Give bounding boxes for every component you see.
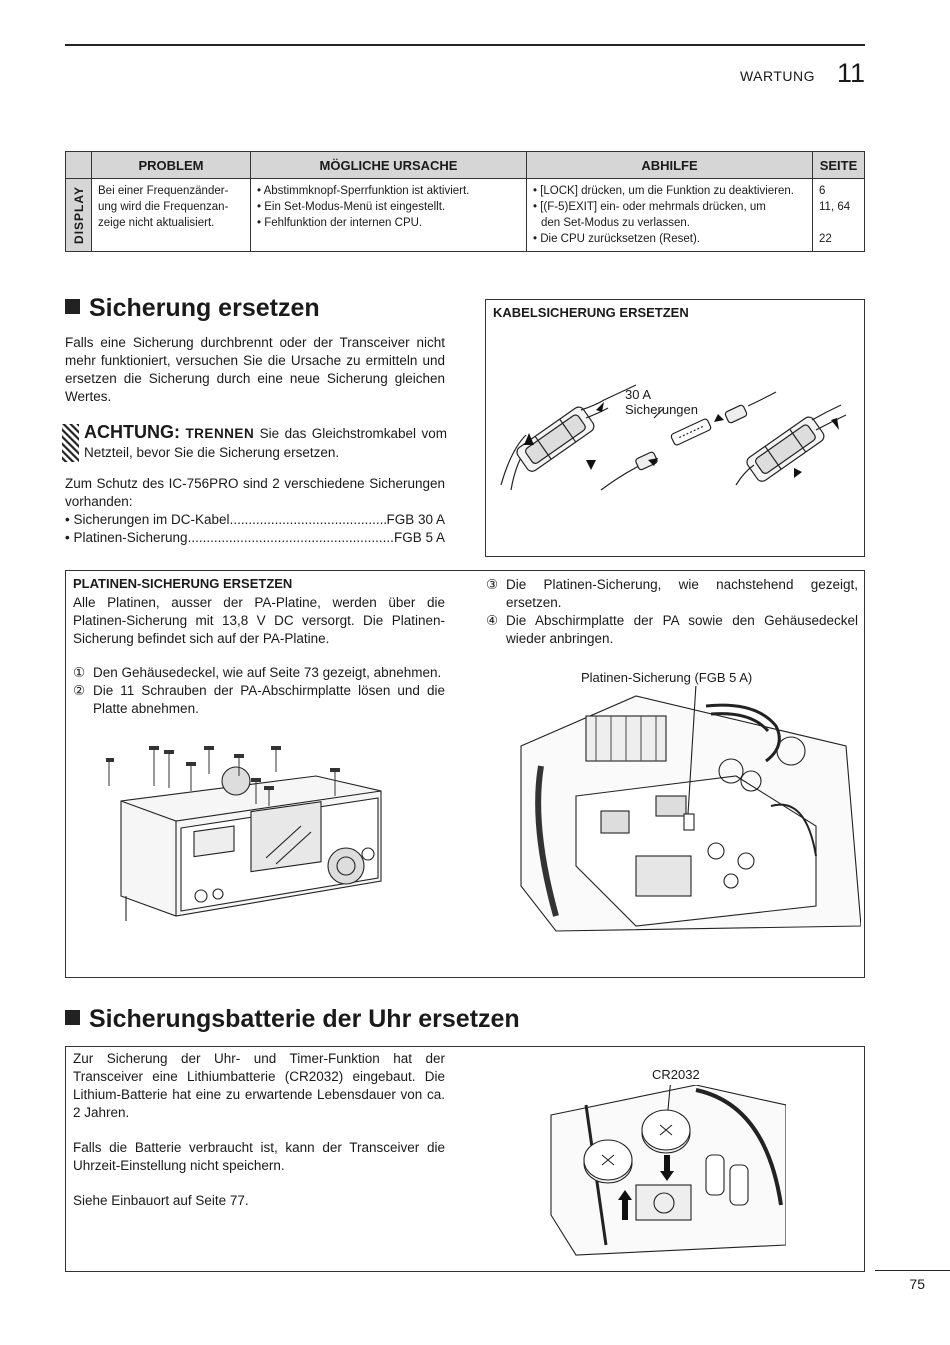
problem-line: Bei einer Frequenzänder- <box>98 185 229 197</box>
battery-section-title-text: Sicherungsbatterie der Uhr ersetzen <box>89 1005 520 1033</box>
column-header-cause: MÖGLICHE URSACHE <box>251 152 527 179</box>
table-row <box>66 179 865 252</box>
board-fuse-box-title: PLATINEN-SICHERUNG ERSETZEN <box>73 576 293 591</box>
fuse-list-value: FGB 5 A <box>393 530 445 545</box>
step-number: ① <box>73 665 86 680</box>
steps-right <box>486 576 858 648</box>
caution-text: Sie das Gleichstromkabel vom Netzteil, bevor Sie die Sicherung ersetzen. <box>84 426 447 460</box>
page-ref: 6 <box>819 185 826 197</box>
battery-callout: CR2032 <box>652 1067 700 1082</box>
list-item <box>73 664 445 682</box>
board-fuse-intro: Alle Platinen, ausser der PA-Platine, werden über die Platinen-Sicherung mit 13,8 V DC versorgt. Die Platinen-Sicherung befindet sich auf der PA-Platine. <box>73 595 445 646</box>
section-bullet-icon <box>65 1010 80 1025</box>
footer-rule <box>875 1270 950 1271</box>
table-corner <box>66 152 92 179</box>
step-text: Die 11 Schrauben der PA-Abschirmplatte lösen und die Platte abnehmen. <box>93 683 445 716</box>
steps-left <box>73 664 445 718</box>
transceiver-illustration <box>106 746 426 936</box>
protection-text: Zum Schutz des IC-756PRO sind 2 verschiedene Sicherungen vorhanden: <box>65 476 445 509</box>
step-text: Die Abschirmplatte der PA sowie den Gehäusedeckel wieder anbringen. <box>506 613 858 646</box>
fuse-list-value: FGB 30 A <box>386 512 445 527</box>
page-ref: 11, 64 <box>819 201 851 213</box>
list-item <box>73 682 445 718</box>
cause-line: • Fehlfunktion der internen CPU. <box>257 217 423 229</box>
remedy-line: • Die CPU zurücksetzen (Reset). <box>533 233 700 245</box>
page-ref <box>819 215 858 231</box>
section-bullet-icon <box>65 299 80 314</box>
fuse-list-label: • Platinen-Sicherung <box>65 530 188 545</box>
problem-cell <box>92 179 251 252</box>
step-number: ③ <box>486 577 499 592</box>
step-text: Die Platinen-Sicherung, wie nachstehend gezeigt, ersetzen. <box>506 577 858 610</box>
fuse-list-label: • Sicherungen im DC-Kabel <box>65 512 230 527</box>
troubleshooting-table <box>65 151 865 252</box>
column-header-remedy: ABHILFE <box>527 152 813 179</box>
battery-para-1: Zur Sicherung der Uhr- und Timer-Funktion hat der Transceiver eine Lithiumbatterie (CR2032) eingebaut. Die Lithium-Batterie hat eine zu erwartende Lebensdauer von ca. 2 Jahren. <box>73 1051 445 1120</box>
step-number: ② <box>73 683 86 698</box>
right-fuse-holder <box>745 415 827 484</box>
battery-para-3: Siehe Einbauort auf Seite 77. <box>73 1193 249 1208</box>
caution-note <box>62 423 447 462</box>
list-item <box>486 612 858 648</box>
battery-box <box>65 1046 865 1272</box>
caution-hatch-icon <box>62 424 79 462</box>
problem-line: ung wird die Frequenzan- <box>98 201 229 213</box>
cause-line: • Ein Set-Modus-Menü ist eingestellt. <box>257 201 446 213</box>
step-number: ④ <box>486 613 499 628</box>
list-item <box>65 511 445 529</box>
header-rule <box>65 44 865 46</box>
category-cell <box>66 179 92 252</box>
caution-label: ACHTUNG: <box>84 422 180 442</box>
cause-line: • Abstimmknopf-Sperrfunktion ist aktiviert. <box>257 185 470 197</box>
cable-fuse-box <box>485 299 865 557</box>
remedy-line: • [(F-5)EXIT] ein- oder mehrmals drücken, um <box>533 201 766 213</box>
pa-board-illustration <box>516 686 861 936</box>
list-item <box>486 576 858 612</box>
chapter-number: 11 <box>836 58 865 88</box>
remedy-line: den Set-Modus zu verlassen. <box>541 217 690 229</box>
cable-fuse-box-title: KABELSICHERUNG ERSETZEN <box>493 305 689 320</box>
fuse-cartridge <box>670 418 711 446</box>
battery-para-2: Falls die Batterie verbraucht ist, kann der Transceiver die Uhrzeit-Einstellung nicht speichern. <box>73 1140 445 1173</box>
caution-keyword: TRENNEN <box>185 426 255 441</box>
battery-section-title <box>65 1005 520 1034</box>
section-label: WARTUNG <box>739 68 815 84</box>
fuse-section-title <box>65 294 320 323</box>
cable-fuse-illustration <box>486 300 864 556</box>
column-header-problem: PROBLEM <box>92 152 251 179</box>
page-number: 75 <box>909 1276 925 1292</box>
board-fuse-caption: Platinen-Sicherung (FGB 5 A) <box>581 670 753 685</box>
problem-line: zeige nicht aktualisiert. <box>98 217 215 229</box>
remedy-cell <box>527 179 813 252</box>
step-text: Den Gehäusedeckel, wie auf Seite 73 gezeigt, abnehmen. <box>93 665 442 680</box>
battery-illustration <box>546 1085 786 1260</box>
board-fuse-part <box>684 814 694 830</box>
board-fuse-box <box>65 570 865 978</box>
fuse-callout-line: 30 A <box>625 387 652 402</box>
fuse-callout-line: Sicherungen <box>625 402 698 417</box>
cause-cell <box>251 179 527 252</box>
remedy-line: • [LOCK] drücken, um die Funktion zu deaktivieren. <box>533 185 794 197</box>
column-header-page: SEITE <box>813 152 865 179</box>
page-ref: 22 <box>819 233 832 245</box>
fuse-intro: Falls eine Sicherung durchbrennt oder der Transceiver nicht mehr funktioniert, versuchen Sie die Ursache zu ermitteln und ersetzen die Sicherung durch eine neue Sicherung gleichen Wertes. <box>65 335 445 404</box>
fuse-list <box>65 511 445 547</box>
page-cell <box>813 179 865 252</box>
fuse-section-title-text: Sicherung ersetzen <box>89 294 320 322</box>
list-item <box>65 529 445 547</box>
category-label: DISPLAY <box>71 186 86 244</box>
